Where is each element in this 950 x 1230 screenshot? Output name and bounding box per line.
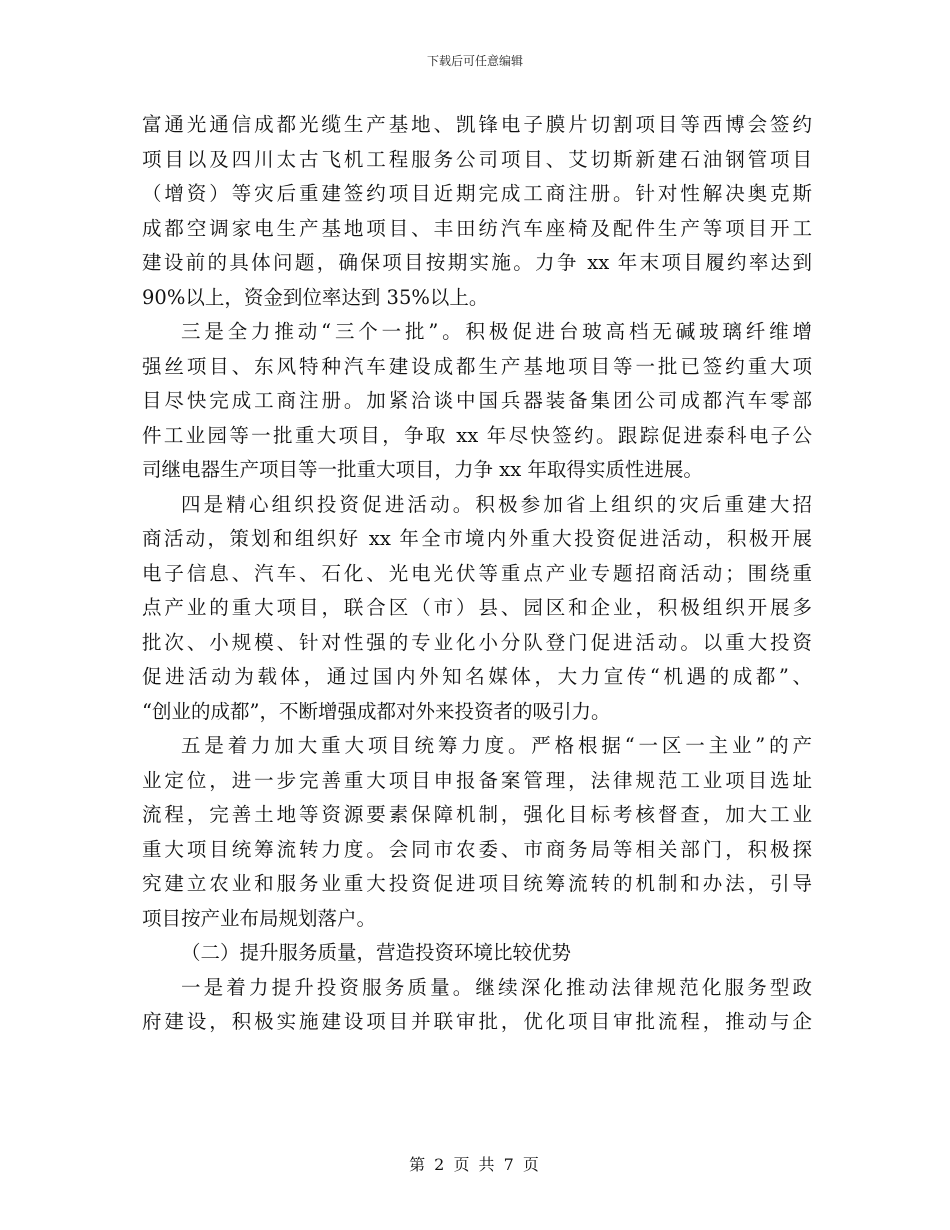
body-line: 重大项目统筹流转力度。会同市农委、市商务局等相关部门，积极探 bbox=[142, 837, 812, 861]
paragraph-start: 四是精心组织投资促进活动。积极参加省上组织的灾后重建大招 bbox=[181, 492, 812, 516]
page-header: 下载后可任意编辑 bbox=[426, 54, 523, 68]
document-body bbox=[142, 108, 812, 1040]
body-line: 电子信息、汽车、石化、光电光伏等重点产业专题招商活动；围绕重 bbox=[142, 561, 812, 585]
body-line: 点产业的重大项目，联合区（市）县、园区和企业，积极组织开展多 bbox=[142, 596, 812, 619]
page-footer: 第 2 页 共 7 页 bbox=[409, 1155, 541, 1174]
body-line: 项目按产业布局规划落户。 bbox=[142, 906, 377, 930]
body-line: 司继电器生产项目等一批重大项目，力争 xx 年取得实质性进展。 bbox=[142, 458, 703, 481]
body-line: 批次、小规模、针对性强的专业化小分队登门促进活动。以重大投资 bbox=[142, 630, 812, 654]
body-line: （增资）等灾后重建签约项目近期完成工商注册。针对性解决奥克斯 bbox=[142, 182, 812, 205]
body-line: 商活动，策划和组织好 xx 年全市境内外重大投资促进活动，积极开展 bbox=[142, 527, 812, 550]
body-line: “创业的成都”，不断增强成都对外来投资者的吸引力。 bbox=[142, 699, 611, 723]
body-line: 究建立农业和服务业重大投资促进项目统筹流转的机制和办法，引导 bbox=[142, 872, 812, 895]
body-line: 目尽快完成工商注册。加紧洽谈中国兵器装备集团公司成都汽车零部 bbox=[142, 389, 812, 412]
body-line: 件工业园等一批重大项目，争取 xx 年尽快签约。跟踪促进泰科电子公 bbox=[142, 423, 812, 447]
body-line: 府建设，积极实施建设项目并联审批，优化项目审批流程，推动与企 bbox=[142, 1010, 812, 1033]
body-line: 促进活动为载体，通过国内外知名媒体，大力宣传“机遇的成都”、 bbox=[142, 665, 812, 688]
body-line: 富通光通信成都光缆生产基地、凯锋电子膜片切割项目等西博会签约 bbox=[142, 113, 812, 136]
body-line: 业定位，进一步完善重大项目申报备案管理，法律规范工业项目选址 bbox=[142, 768, 812, 792]
body-line: 建设前的具体问题，确保项目按期实施。力争 xx 年末项目履约率达到 bbox=[142, 251, 812, 274]
paragraph-start: 一是着力提升投资服务质量。继续深化推动法律规范化服务型政 bbox=[181, 975, 812, 999]
body-line: 成都空调家电生产基地项目、丰田纺汽车座椅及配件生产等项目开工 bbox=[142, 216, 812, 240]
body-line: 流程，完善土地等资源要素保障机制，强化目标考核督查，加大工业 bbox=[142, 803, 812, 826]
body-line: 强丝项目、东风特种汽车建设成都生产基地项目等一批已签约重大项 bbox=[142, 354, 812, 378]
body-line: 项目以及四川太古飞机工程服务公司项目、艾切斯新建石油钢管项目 bbox=[142, 147, 812, 171]
body-line: 90%以上，资金到位率达到 35%以上。 bbox=[142, 285, 489, 309]
paragraph-start: 五是着力加大重大项目统筹力度。严格根据“一区一主业”的产 bbox=[181, 734, 812, 757]
paragraph-start: 三是全力推动“三个一批”。积极促进台玻高档无碱玻璃纤维增 bbox=[181, 320, 812, 343]
section-heading: （二）提升服务质量，营造投资环境比较优势 bbox=[181, 941, 572, 964]
